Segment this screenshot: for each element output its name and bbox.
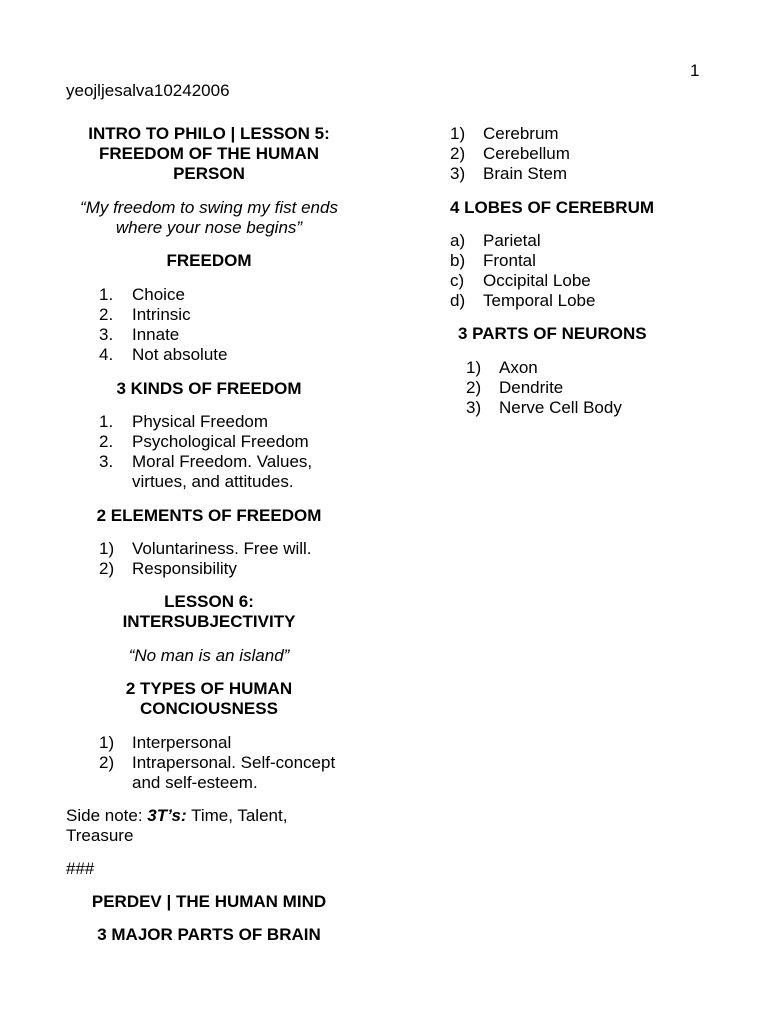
list-item-number: 3) xyxy=(450,164,466,183)
list-item-number: 3) xyxy=(466,398,482,417)
list-item xyxy=(66,412,352,432)
list-item-number: 2) xyxy=(99,753,115,772)
lobes-list xyxy=(450,231,720,311)
list-item xyxy=(450,124,720,144)
list-item-text: Nerve Cell Body xyxy=(499,398,622,417)
list-item-number: 2) xyxy=(466,378,482,397)
list-item-number: b) xyxy=(450,251,466,270)
list-item-text: Innate xyxy=(132,325,180,344)
list-item-number: a) xyxy=(450,231,466,250)
list-item-text: Cerebellum xyxy=(483,144,570,163)
kinds-list xyxy=(66,412,352,492)
list-item xyxy=(66,452,352,492)
list-item-text: Not absolute xyxy=(132,345,228,364)
list-item-number: 2. xyxy=(99,432,114,451)
list-item-number: 1. xyxy=(99,285,114,304)
brain-heading: 3 MAJOR PARTS OF BRAIN xyxy=(97,925,321,944)
quote-freedom: “My freedom to swing my fist ends where your nose begins” xyxy=(80,198,338,237)
list-item-text: Interpersonal xyxy=(132,733,232,752)
list-item xyxy=(450,164,720,184)
list-item-text: Dendrite xyxy=(499,378,564,397)
right-column xyxy=(450,124,720,418)
list-item-number: 2. xyxy=(99,305,114,324)
list-item-number: 2) xyxy=(450,144,466,163)
list-item xyxy=(450,398,720,418)
list-item-text: Responsibility xyxy=(132,559,237,578)
list-item xyxy=(450,271,720,291)
brain-parts-list xyxy=(450,124,720,184)
list-item xyxy=(66,559,352,579)
list-item-number: d) xyxy=(450,291,466,310)
list-item-text: Axon xyxy=(499,358,538,377)
kinds-heading: 3 KINDS OF FREEDOM xyxy=(116,379,302,398)
list-item-text: Choice xyxy=(132,285,185,304)
list-item-number: 1) xyxy=(99,539,115,558)
list-item-text: Brain Stem xyxy=(483,164,568,183)
list-item-number: 3. xyxy=(99,325,114,344)
side-note-text: Time, Talent, Treasure xyxy=(66,806,288,845)
list-item xyxy=(66,325,352,345)
list-item xyxy=(450,291,720,311)
perdev-heading: PERDEV | THE HUMAN MIND xyxy=(91,892,327,911)
neurons-heading: 3 PARTS OF NEURONS xyxy=(458,324,647,343)
lesson5-title: INTRO TO PHILO | LESSON 5: FREEDOM OF THE HUMAN PERSON xyxy=(88,124,330,183)
elements-list xyxy=(66,539,352,579)
list-item-number: 1) xyxy=(450,124,466,143)
list-item-text: Voluntariness. Free will. xyxy=(132,539,312,558)
list-item-number: 1. xyxy=(99,412,114,431)
list-item xyxy=(450,251,720,271)
author-id: yeojljesalva10242006 xyxy=(66,81,230,100)
list-item-number: 1) xyxy=(99,733,115,752)
list-item xyxy=(450,231,720,251)
list-item xyxy=(450,144,720,164)
list-item xyxy=(66,733,352,753)
list-item-text: Physical Freedom xyxy=(132,412,269,431)
quote-island: “No man is an island” xyxy=(128,646,290,665)
elements-heading: 2 ELEMENTS OF FREEDOM xyxy=(96,506,322,525)
list-item-number: 1) xyxy=(466,358,482,377)
page-number: 1 xyxy=(690,61,700,80)
list-item-number: 4. xyxy=(99,345,114,364)
list-item xyxy=(66,285,352,305)
list-item-number: c) xyxy=(450,271,465,290)
section-separator: ### xyxy=(66,859,95,878)
list-item-number: 2) xyxy=(99,559,115,578)
list-item xyxy=(66,753,352,793)
list-item xyxy=(66,432,352,452)
left-column xyxy=(66,124,352,945)
list-item-text: Occipital Lobe xyxy=(483,271,591,290)
freedom-heading: FREEDOM xyxy=(166,251,252,270)
types-list xyxy=(66,733,352,793)
lesson6-title: LESSON 6: INTERSUBJECTIVITY xyxy=(122,592,296,631)
list-item-text: Parietal xyxy=(483,231,541,250)
list-item xyxy=(66,539,352,559)
list-item-text: Temporal Lobe xyxy=(483,291,596,310)
side-note xyxy=(66,806,352,846)
list-item xyxy=(450,378,720,398)
list-item xyxy=(66,305,352,325)
list-item-number: 3. xyxy=(99,452,114,471)
list-item-text: Cerebrum xyxy=(483,124,559,143)
list-item-text: Moral Freedom. Values, virtues, and attitudes. xyxy=(132,452,313,491)
list-item-text: Frontal xyxy=(483,251,536,270)
lobes-heading: 4 LOBES OF CEREBRUM xyxy=(450,198,655,217)
list-item-text: Intrinsic xyxy=(132,305,191,324)
list-item xyxy=(66,345,352,365)
list-item xyxy=(450,358,720,378)
types-heading: 2 TYPES OF HUMAN CONCIOUSNESS xyxy=(125,679,293,718)
list-item-text: Intrapersonal. Self-concept and self-esteem. xyxy=(132,753,336,792)
list-item-text: Psychological Freedom xyxy=(132,432,309,451)
freedom-list xyxy=(66,285,352,365)
side-note-label: Side note: xyxy=(66,806,148,825)
side-note-3ts: 3T’s: xyxy=(147,806,187,825)
neurons-list xyxy=(450,358,720,418)
